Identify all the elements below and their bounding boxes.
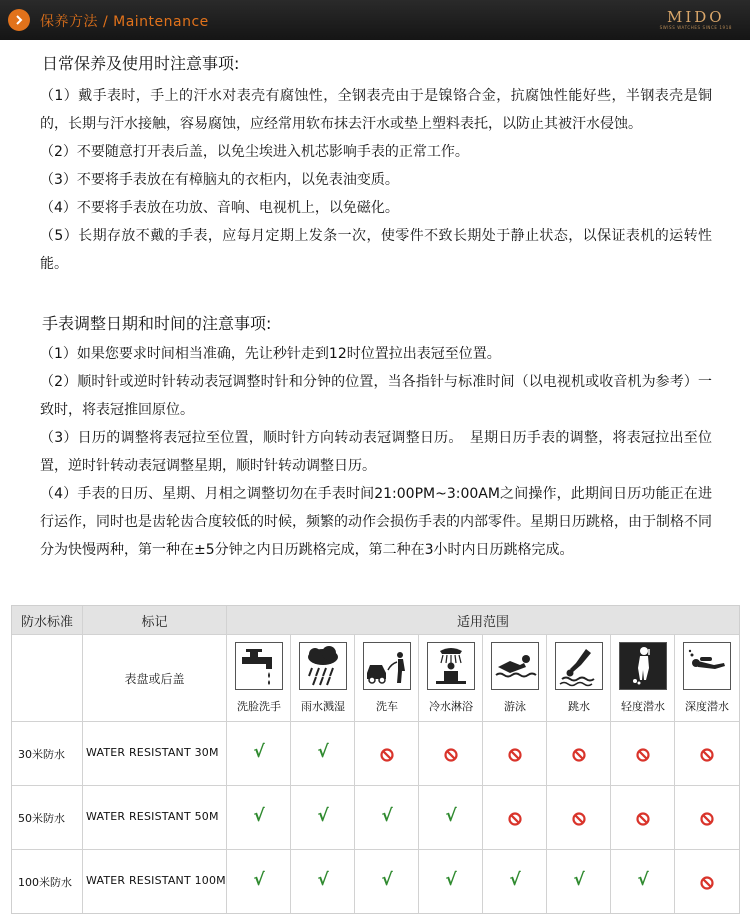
- page-title: 保养方法 / Maintenance: [40, 14, 209, 30]
- prohibited-icon: [444, 747, 458, 761]
- check-icon: √: [381, 869, 393, 890]
- grid-line: [290, 635, 291, 913]
- prohibited-icon: [508, 811, 522, 825]
- activity-label: 洗车: [376, 700, 398, 713]
- shower-icon: [427, 642, 475, 690]
- activity-label: 轻度潜水: [621, 700, 665, 713]
- rating-label: 50米防水: [18, 811, 65, 825]
- grid-line: [482, 635, 483, 913]
- mark-description: 表盘或后盖: [124, 671, 185, 686]
- rain-cloud-icon: [299, 642, 347, 690]
- rating-label: 100米防水: [18, 875, 72, 889]
- snorkel-diver-icon: [619, 642, 667, 690]
- header-rating: 防水标准: [12, 606, 82, 634]
- check-icon: √: [381, 805, 393, 826]
- prohibited-icon: [572, 811, 586, 825]
- grid-line: [226, 606, 227, 913]
- activity-label: 深度潜水: [685, 700, 729, 713]
- grid-line: [546, 635, 547, 913]
- activity-label: 跳水: [568, 700, 590, 713]
- prohibited-icon: [700, 811, 714, 825]
- check-icon: √: [317, 869, 329, 890]
- adjust-item-2: （2）顺时针或逆时针转动表冠调整时针和分钟的位置，当各指针与标准时间（以电视机或收音机为参考）一致时，将表冠推回原位。: [40, 374, 712, 418]
- diver-jump-icon: [555, 642, 603, 690]
- daily-item-2: （2）不要随意打开表后盖，以免尘埃进入机芯影响手表的正常工作。: [40, 144, 469, 160]
- activity-label: 游泳: [504, 700, 526, 713]
- activity-label: 冷水淋浴: [429, 700, 473, 713]
- daily-item-3: （3）不要将手表放在有樟脑丸的衣柜内，以免表油变质。: [40, 172, 399, 188]
- grid-line: [12, 785, 739, 786]
- grid-line: [674, 635, 675, 913]
- prohibited-icon: [700, 875, 714, 889]
- brand-logo: [660, 9, 732, 31]
- adjust-title: 手表调整日期和时间的注意事项:: [42, 314, 272, 333]
- header-bullet-icon: [8, 9, 30, 31]
- check-icon: √: [253, 869, 265, 890]
- daily-care-list: [40, 82, 712, 278]
- daily-item-4: （4）不要将手表放在功放、音响、电视机上，以免磁化。: [40, 200, 399, 216]
- grid-line: [82, 606, 83, 913]
- check-icon: √: [317, 805, 329, 826]
- check-icon: √: [637, 869, 649, 890]
- prohibited-icon: [636, 747, 650, 761]
- scuba-diver-icon: [683, 642, 731, 690]
- rating-label: 30米防水: [18, 747, 65, 761]
- prohibited-icon: [636, 811, 650, 825]
- header-scope: 适用范围: [227, 606, 739, 634]
- check-icon: √: [509, 869, 521, 890]
- swimmer-icon: [491, 642, 539, 690]
- check-icon: √: [253, 741, 265, 762]
- activity-label: 雨水溅湿: [301, 700, 345, 713]
- prohibited-icon: [508, 747, 522, 761]
- daily-care-title: 日常保养及使用时注意事项:: [42, 54, 240, 73]
- activity-label: 洗脸洗手: [237, 700, 281, 713]
- grid-line: [354, 635, 355, 913]
- header-bar: [0, 0, 750, 40]
- mark-text: WATER RESISTANT 100M: [86, 873, 226, 887]
- prohibited-icon: [572, 747, 586, 761]
- faucet-icon: [235, 642, 283, 690]
- water-resistance-table: [11, 605, 740, 914]
- adjust-list: [40, 340, 712, 564]
- mark-text: WATER RESISTANT 50M: [86, 809, 219, 823]
- mark-text: WATER RESISTANT 30M: [86, 745, 219, 759]
- car-wash-icon: [363, 642, 411, 690]
- brand-name: MIDO: [666, 8, 725, 26]
- grid-line: [12, 849, 739, 850]
- grid-line: [610, 635, 611, 913]
- check-icon: √: [573, 869, 585, 890]
- check-icon: √: [445, 805, 457, 826]
- prohibited-icon: [380, 747, 394, 761]
- check-icon: √: [317, 741, 329, 762]
- daily-item-5: （5）长期存放不戴的手表，应每月定期上发条一次，使零件不致长期处于静止状态，以保证表机的运转性能。: [40, 228, 712, 272]
- grid-line: [12, 634, 739, 635]
- brand-tagline: SWISS WATCHES SINCE 1918: [659, 25, 732, 30]
- grid-line: [12, 721, 739, 722]
- daily-item-1: （1）戴手表时，手上的汗水对表壳有腐蚀性，全钢表壳由于是镍铬合金，抗腐蚀性能好些，半钢表壳是铜的，长期与汗水接触，容易腐蚀，应经常用软布抹去汗水或垫上塑料表托，以防止其被汗水侵蚀。: [40, 88, 712, 132]
- adjust-item-1: （1）如果您要求时间相当准确，先让秒针走到12时位置拉出表冠至位置。: [40, 346, 501, 362]
- check-icon: √: [445, 869, 457, 890]
- adjust-item-4: （4）手表的日历、星期、月相之调整切勿在手表时间21:00PM~3:00AM之间操作，此期间日历功能正在进行运作，同时也是齿轮齿合度较低的时候，频繁的动作会损伤手表的内部零件。星期日历跳格，由于制格不同分为快慢两种，第一种在±5分钟之内日历跳格完成，第二种在3小时内日历跳格完成。: [40, 486, 712, 558]
- grid-line: [418, 635, 419, 913]
- adjust-item-3: （3）日历的调整将表冠拉至位置，顺时针方向转动表冠调整日历。 星期日历手表的调整，将表冠拉出至位置，逆时针转动表冠调整星期，顺时针转动调整日历。: [40, 430, 712, 474]
- header-mark: 标记: [83, 606, 226, 634]
- prohibited-icon: [700, 747, 714, 761]
- check-icon: √: [253, 805, 265, 826]
